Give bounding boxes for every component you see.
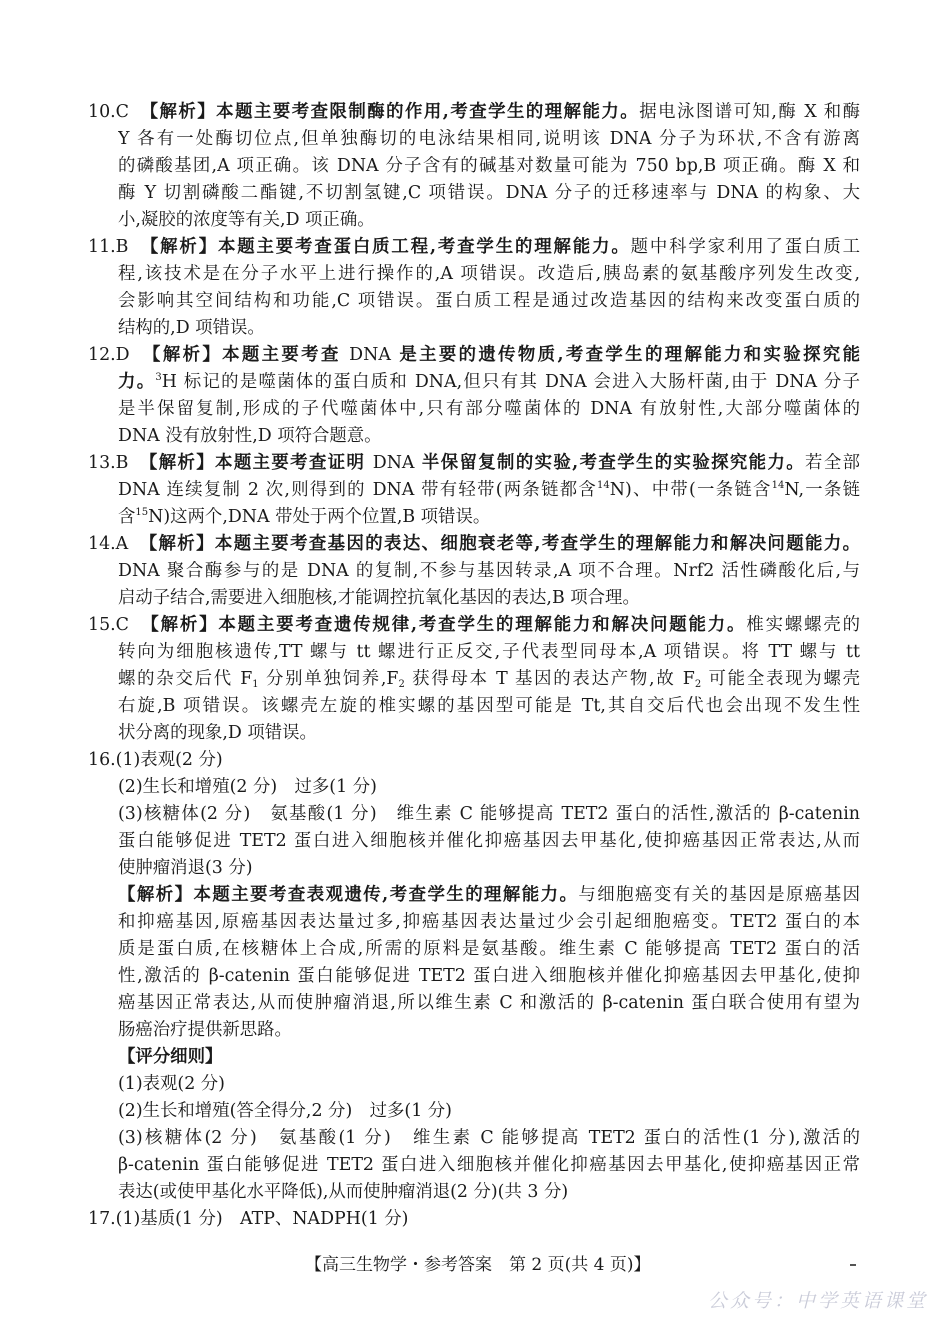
text-line xyxy=(118,1152,860,1179)
question-number: 10.C xyxy=(88,102,129,122)
answer-item xyxy=(88,531,860,612)
text-line xyxy=(118,315,860,342)
text-run: 14 xyxy=(771,480,785,491)
answer-item xyxy=(88,342,860,450)
bold-text: 是主要的遗传物质,考查学生的理解能力和实验探究能 xyxy=(390,345,860,365)
text-run: N,一条链 xyxy=(784,480,860,500)
text-run: 结构的,D 项错误。 xyxy=(118,318,265,338)
question-number: 14.A xyxy=(88,534,129,554)
text-run: DNA 没有放射性,D 项符合题意。 xyxy=(118,426,382,446)
text-run: 使肿瘤消退(3 分) xyxy=(118,858,253,878)
text-line xyxy=(118,936,860,963)
text-run: 小,凝胶的浓度等有关,D 项正确。 xyxy=(118,210,375,230)
answer-document xyxy=(88,99,860,1233)
answer-item xyxy=(88,612,860,747)
text-run: (3)核糖体(2 分) 氨基酸(1 分) 维生素 C 能够提高 TET2 蛋白的活性,激活的 β-catenin xyxy=(118,804,860,824)
text-line xyxy=(88,1206,860,1233)
text-run: 螺的杂交后代 F xyxy=(118,669,253,689)
text-line xyxy=(118,855,860,882)
answer-item xyxy=(88,99,860,234)
text-run: (1)表观(2 分) xyxy=(115,750,223,770)
question-number: 16. xyxy=(88,750,116,770)
bold-text: 【解析】本题主要考查表观遗传,考查学生的理解能力。 xyxy=(118,885,579,905)
answer-item xyxy=(88,450,860,531)
text-run: 会影响其空间结构和功能,C 项错误。蛋白质工程是通过改造基因的结构来改变蛋白质的 xyxy=(118,291,860,311)
text-run: (1)基质(1 分) ATP、NADPH(1 分) xyxy=(115,1209,409,1229)
text-line xyxy=(118,180,860,207)
question-number: 12.D xyxy=(88,345,130,365)
text-line xyxy=(118,1098,860,1125)
text-line xyxy=(118,477,860,504)
text-run: β-catenin 蛋白能够促进 TET2 蛋白进入细胞核并催化抑癌基因去甲基化,使抑癌基因正常 xyxy=(118,1155,860,1175)
bold-text: 【解析】本题主要考查蛋白质工程,考查学生的理解能力。 xyxy=(128,237,631,257)
text-line xyxy=(118,207,860,234)
bold-text: 半保留复制的实验,考查学生的实验探究能力。 xyxy=(414,453,806,473)
text-line xyxy=(118,774,860,801)
text-line xyxy=(118,1125,860,1152)
text-line xyxy=(118,1044,860,1071)
text-run: 右旋,B 项错误。该螺壳左旋的椎实螺的基因型可能是 Tt,其自交后代也会出现不发生性 xyxy=(118,696,860,716)
text-line xyxy=(118,909,860,936)
text-run: 启动子结合,需要进入细胞核,才能调控抗氧化基因的表达,B 项合理。 xyxy=(118,588,640,608)
text-line xyxy=(118,801,860,828)
text-line xyxy=(118,1017,860,1044)
text-run: (2)生长和增殖(2 分) 过多(1 分) xyxy=(118,777,377,797)
text-line xyxy=(88,747,860,774)
text-line xyxy=(118,1179,860,1206)
text-run: (3)核糖体(2 分) 氨基酸(1 分) 维生素 C 能够提高 TET2 蛋白的活性(1 分),激活的 xyxy=(118,1128,860,1148)
text-run: 14 xyxy=(597,480,610,491)
watermark: 公众号：中学英语课堂 xyxy=(708,1290,929,1312)
text-run: 性,激活的 β-catenin 蛋白能够促进 TET2 蛋白进入细胞核并催化抑癌基因去甲基化,使抑 xyxy=(118,966,860,986)
text-run: 癌基因正常表达,从而使肿瘤消退,所以维生素 C 和激活的 β-catenin 蛋白联合使用有望为 xyxy=(118,993,860,1013)
text-line xyxy=(118,288,860,315)
text-line xyxy=(118,369,860,396)
text-line xyxy=(118,666,860,693)
text-run: (1)表观(2 分) xyxy=(118,1074,225,1094)
question-number: 17. xyxy=(88,1209,116,1229)
bold-text: 【解析】本题主要考查证明 xyxy=(128,453,373,473)
text-run: 是半保留复制,形成的子代噬菌体中,只有部分噬菌体的 DNA 有放射性,大部分噬菌体的 xyxy=(118,399,860,419)
page-mark xyxy=(850,1264,856,1266)
text-line xyxy=(88,450,860,477)
text-run: 若全部 xyxy=(805,453,860,473)
text-line xyxy=(118,720,860,747)
text-run: N)这两个,DNA 带处于两个位置,B 项错误。 xyxy=(148,507,491,527)
text-line xyxy=(118,153,860,180)
text-run: 酶 Y 切割磷酸二酯键,不切割氢键,C 项错误。DNA 分子的迁移速率与 DNA 的构象、大 xyxy=(118,183,860,203)
text-line xyxy=(118,1071,860,1098)
text-run: 15 xyxy=(135,507,149,518)
text-line xyxy=(88,234,860,261)
answer-item xyxy=(88,234,860,342)
answer-item xyxy=(88,747,860,1206)
text-run: 含 xyxy=(118,507,136,527)
bold-text: 【解析】本题主要考查 xyxy=(129,345,350,365)
text-run: 蛋白能够促进 TET2 蛋白进入细胞核并催化抑癌基因去甲基化,使抑癌基因正常表达,从而 xyxy=(118,831,860,851)
bold-text: 【评分细则】 xyxy=(118,1047,223,1067)
text-run: 可能全表现为螺壳 xyxy=(701,669,860,689)
text-line xyxy=(118,882,860,909)
question-number: 13.B xyxy=(88,453,129,473)
text-run: DNA 连续复制 2 次,则得到的 DNA 带有轻带(两条链都含 xyxy=(118,480,598,500)
bold-text: 力。 xyxy=(118,372,156,392)
text-run: 获得母本 T 基因的表达产物,故 F xyxy=(404,669,695,689)
text-line xyxy=(118,396,860,423)
text-line xyxy=(118,963,860,990)
text-line xyxy=(118,423,860,450)
text-line xyxy=(118,126,860,153)
text-run: 状分离的现象,D 项错误。 xyxy=(118,723,317,743)
text-line xyxy=(118,558,860,585)
text-run: DNA 聚合酶参与的是 DNA 的复制,不参与基因转录,A 项不合理。Nrf2 活性磷酸化后,与 xyxy=(118,561,860,581)
text-run: (2)生长和增殖(答全得分,2 分) 过多(1 分) xyxy=(118,1101,452,1121)
text-run: 3 xyxy=(155,372,162,383)
text-run: 题中科学家利用了蛋白质工 xyxy=(630,237,860,257)
bold-text: 【解析】本题主要考查遗传规律,考查学生的理解能力和解决问题能力。 xyxy=(128,615,747,635)
text-run: 2 xyxy=(694,679,702,690)
text-run: 与细胞癌变有关的基因是原癌基因 xyxy=(578,885,860,905)
question-number: 15.C xyxy=(88,615,129,635)
text-line xyxy=(118,261,860,288)
text-run: 分别单独饲养,F xyxy=(258,669,399,689)
answer-item xyxy=(88,1206,860,1233)
text-line xyxy=(88,342,860,369)
text-line xyxy=(118,990,860,1017)
text-run: DNA xyxy=(349,345,391,365)
text-run: 转向为细胞核遗传,TT 螺与 tt 螺进行正反交,子代表型同母本,A 项错误。将 TT 螺与 tt xyxy=(118,642,860,662)
text-line xyxy=(118,693,860,720)
page-footer: 【高三生物学・参考答案 第 2 页(共 4 页)】 xyxy=(305,1255,651,1275)
text-run: 椎实螺螺壳的 xyxy=(746,615,860,635)
bold-text: 【解析】本题主要考查基因的表达、细胞衰老等,考查学生的理解能力和解决问题能力。 xyxy=(128,534,860,554)
text-run: 的磷酸基团,A 项正确。该 DNA 分子含有的碱基对数量可能为 750 bp,B 项正确。酶 X 和 xyxy=(118,156,860,176)
text-run: 据电泳图谱可知,酶 X 和酶 xyxy=(639,102,860,122)
question-number: 11.B xyxy=(88,237,129,257)
text-line xyxy=(118,639,860,666)
text-run: 肠癌治疗提供新思路。 xyxy=(118,1020,292,1040)
text-run: N)、中带(一条链含 xyxy=(609,480,772,500)
text-line xyxy=(118,585,860,612)
text-run: H 标记的是噬菌体的蛋白质和 DNA,但只有其 DNA 会进入大肠杆菌,由于 DNA 分子 xyxy=(161,372,860,392)
text-run: 1 xyxy=(252,679,259,690)
text-run: Y 各有一处酶切位点,但单独酶切的电泳结果相同,说明该 DNA 分子为环状,不含有游离 xyxy=(118,129,860,149)
text-line xyxy=(118,828,860,855)
text-line xyxy=(88,99,860,126)
text-run: 2 xyxy=(398,679,405,690)
text-line xyxy=(88,612,860,639)
text-run: 质是蛋白质,在核糖体上合成,所需的原料是氨基酸。维生素 C 能够提高 TET2 蛋白的活 xyxy=(118,939,860,959)
text-run: DNA xyxy=(372,453,415,473)
text-run: 表达(或使甲基化水平降低),从而使肿瘤消退(2 分)(共 3 分) xyxy=(118,1182,569,1202)
text-run: 程,该技术是在分子水平上进行操作的,A 项错误。改造后,胰岛素的氨基酸序列发生改变, xyxy=(118,264,860,284)
text-run: 和抑癌基因,原癌基因表达量过多,抑癌基因表达量过少会引起细胞癌变。TET2 蛋白的本 xyxy=(118,912,860,932)
text-line xyxy=(88,531,860,558)
text-line xyxy=(118,504,860,531)
bold-text: 【解析】本题主要考查限制酶的作用,考查学生的理解能力。 xyxy=(128,102,640,122)
